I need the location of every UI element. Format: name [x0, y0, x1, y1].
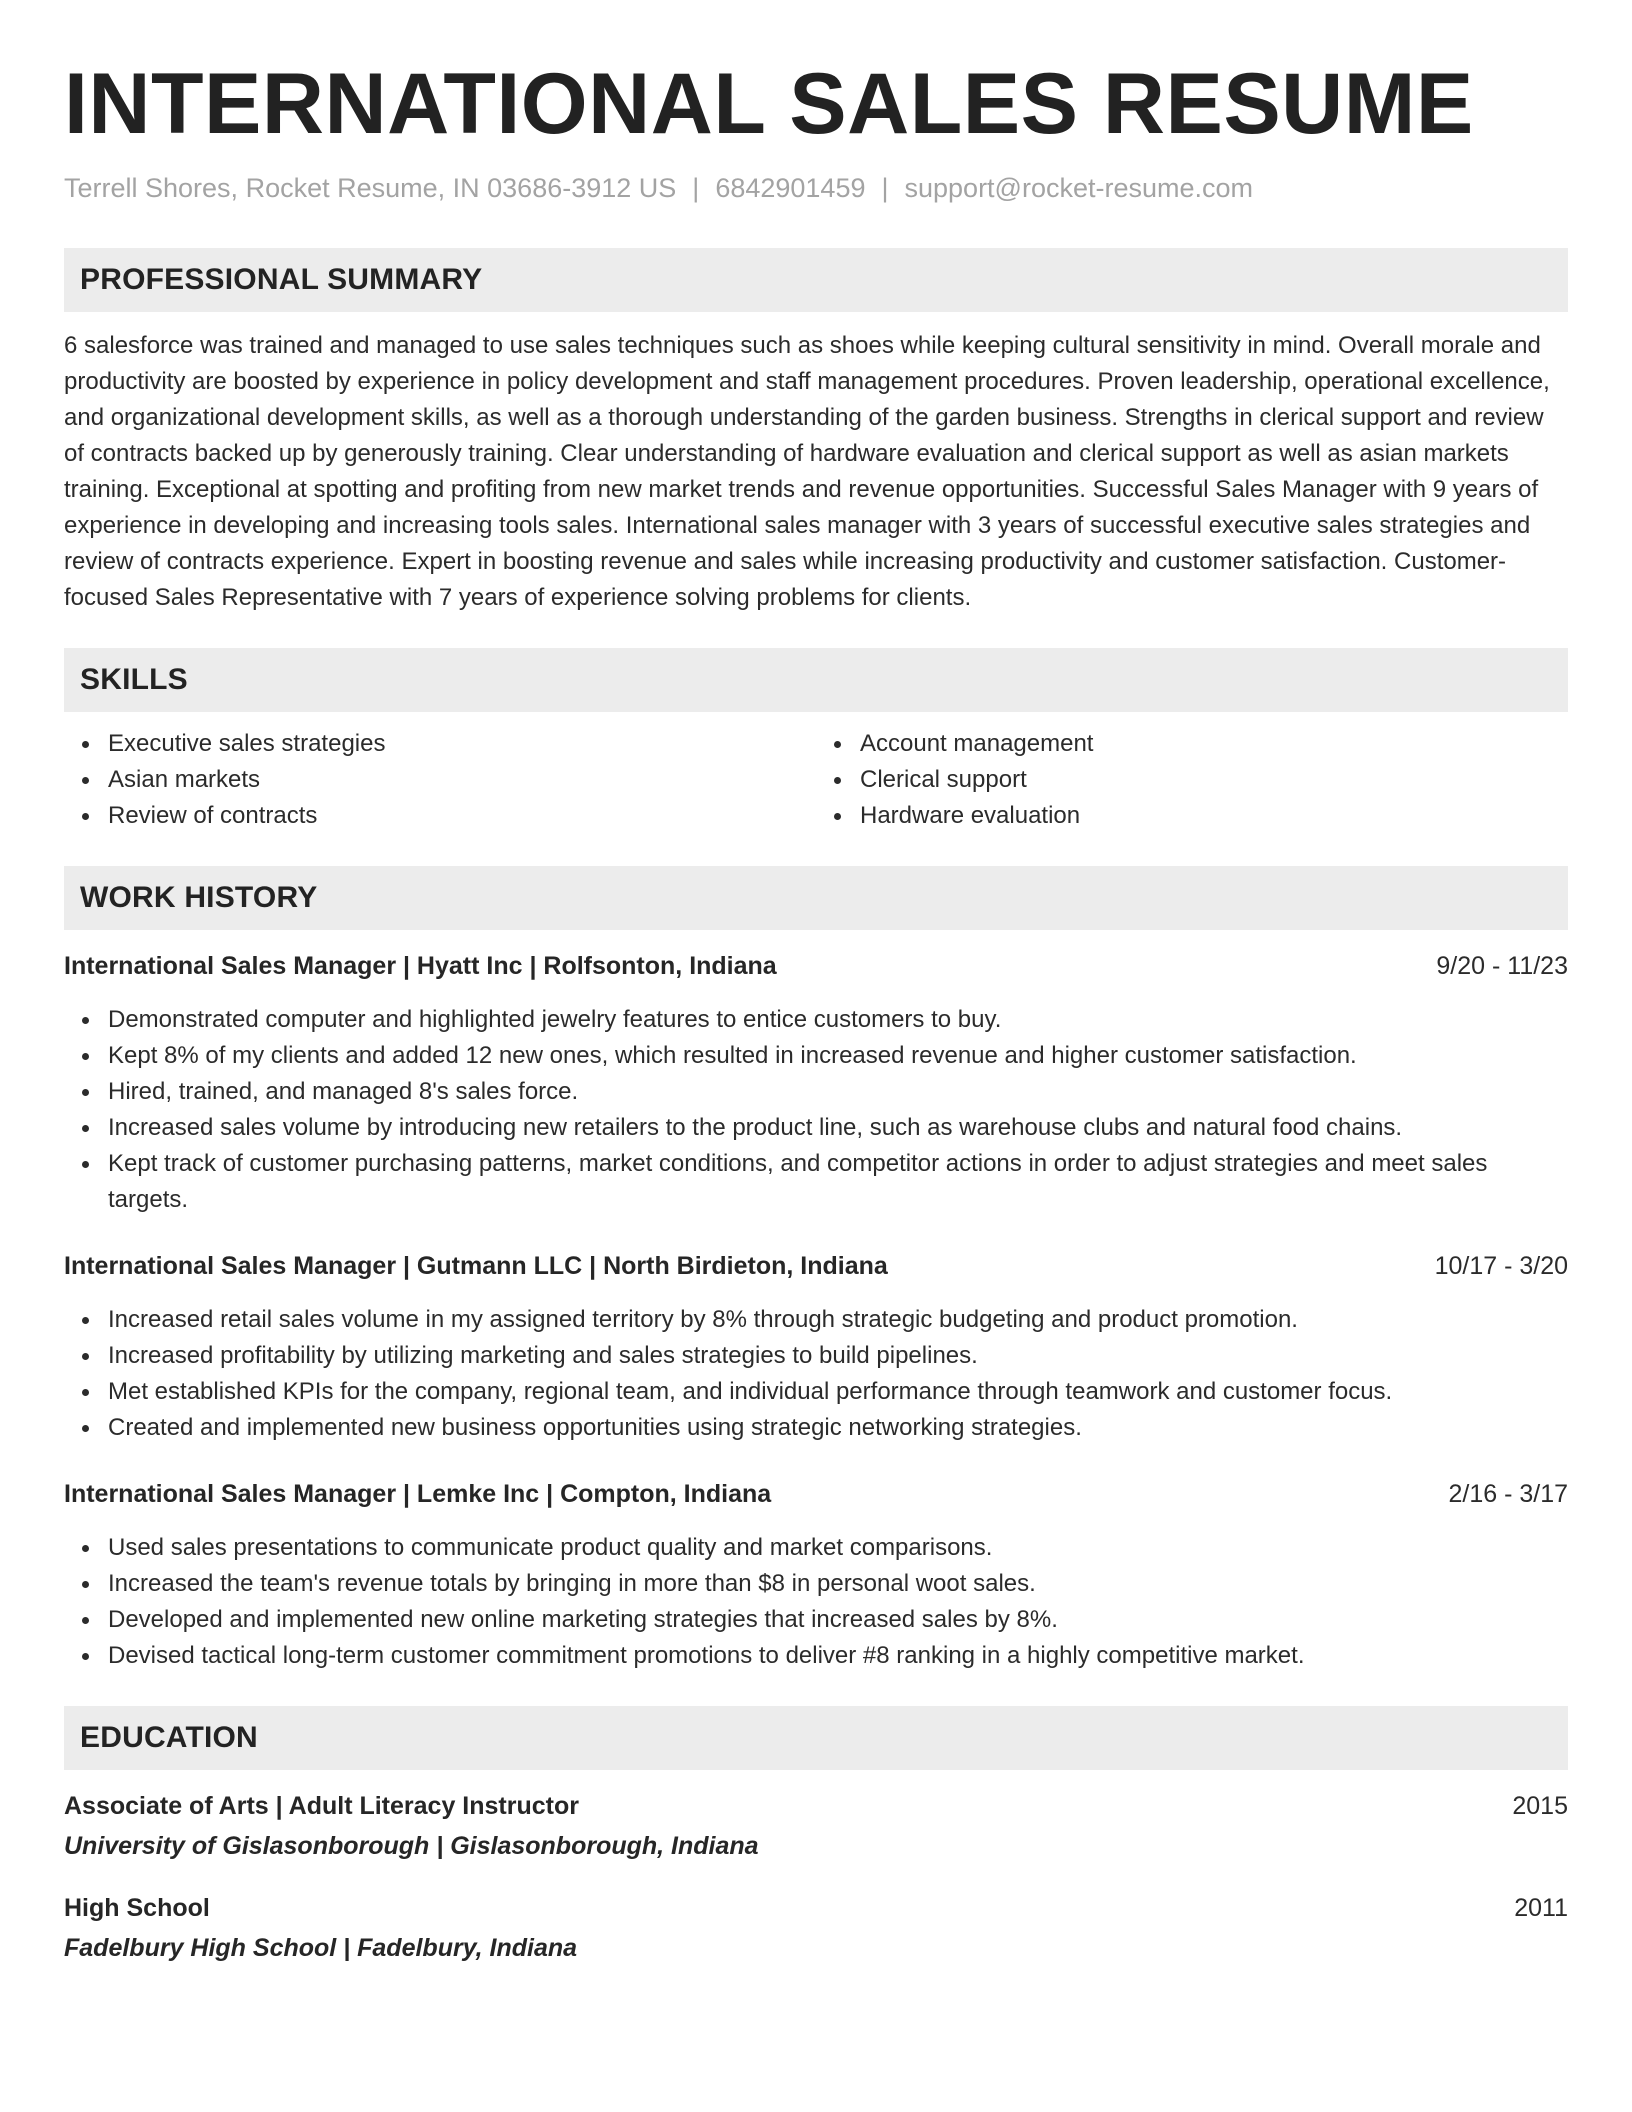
- contact-email: support@rocket-resume.com: [904, 173, 1254, 203]
- skills-column-right: [816, 726, 1568, 834]
- job-title: International Sales Manager | Lemke Inc | Compton, Indiana: [64, 1480, 772, 1508]
- skill-item: Asian markets: [108, 762, 816, 798]
- skill-item: Executive sales strategies: [108, 726, 816, 762]
- job-title: International Sales Manager | Gutmann LLC | North Birdieton, Indiana: [64, 1252, 888, 1280]
- job-bullet: Met established KPIs for the company, regional team, and individual performance through teamwork and customer focus.: [108, 1374, 1568, 1410]
- education-school: University of Gislasonborough | Gislasonborough, Indiana: [64, 1832, 759, 1860]
- contact-separator: |: [881, 173, 889, 203]
- education-entry: [64, 1788, 1568, 1864]
- job-bullet: Increased the team's revenue totals by bringing in more than $8 in personal woot sales.: [108, 1566, 1568, 1602]
- job-bullet: Demonstrated computer and highlighted jewelry features to entice customers to buy.: [108, 1002, 1568, 1038]
- job-header: [64, 1476, 1568, 1512]
- contact-separator: |: [692, 173, 700, 203]
- job-bullets: [64, 1302, 1568, 1446]
- job-bullet: Hired, trained, and managed 8's sales force.: [108, 1074, 1568, 1110]
- section-heading-work-history: WORK HISTORY: [64, 866, 1568, 930]
- job-entry: [64, 948, 1568, 1218]
- job-bullet: Created and implemented new business opportunities using strategic networking strategies.: [108, 1410, 1568, 1446]
- education-year: 2015: [1512, 1792, 1568, 1820]
- job-header: [64, 1248, 1568, 1284]
- job-title: International Sales Manager | Hyatt Inc | Rolfsonton, Indiana: [64, 952, 777, 980]
- job-bullet: Developed and implemented new online marketing strategies that increased sales by 8%.: [108, 1602, 1568, 1638]
- job-dates: 10/17 - 3/20: [1434, 1252, 1568, 1280]
- job-bullet: Kept track of customer purchasing patterns, market conditions, and competitor actions in order to adjust strategies and meet sales targets.: [108, 1146, 1568, 1218]
- skill-item: Review of contracts: [108, 798, 816, 834]
- section-heading-skills: SKILLS: [64, 648, 1568, 712]
- job-entry: [64, 1476, 1568, 1674]
- skill-item: Clerical support: [860, 762, 1568, 798]
- education-header: [64, 1890, 1568, 1926]
- job-bullet: Increased sales volume by introducing new retailers to the product line, such as warehouse clubs and natural food chains.: [108, 1110, 1568, 1146]
- education-school: Fadelbury High School | Fadelbury, Indiana: [64, 1934, 578, 1962]
- job-header: [64, 948, 1568, 984]
- job-bullets: [64, 1530, 1568, 1674]
- contact-line: [64, 172, 1568, 204]
- skill-item: Account management: [860, 726, 1568, 762]
- section-heading-education: EDUCATION: [64, 1706, 1568, 1770]
- contact-phone: 6842901459: [715, 173, 866, 203]
- education-year: 2011: [1514, 1894, 1568, 1922]
- job-dates: 2/16 - 3/17: [1448, 1480, 1568, 1508]
- resume-title: INTERNATIONAL SALES RESUME: [64, 56, 1474, 152]
- education-header: [64, 1788, 1568, 1824]
- section-heading-summary: PROFESSIONAL SUMMARY: [64, 248, 1568, 312]
- contact-address: Terrell Shores, Rocket Resume, IN 03686-3912 US: [64, 173, 677, 203]
- job-bullet: Used sales presentations to communicate product quality and market comparisons.: [108, 1530, 1568, 1566]
- job-bullet: Increased profitability by utilizing marketing and sales strategies to build pipelines.: [108, 1338, 1568, 1374]
- summary-text: 6 salesforce was trained and managed to use sales techniques such as shoes while keeping cultural sensitivity in mind. Overall morale and productivity are boosted by experience in policy development and staff management procedures. Proven leadership, operational excellence, and organizational development skills, as well as a thorough understanding of the garden business. Strengths in clerical support and review of contracts backed up by generously training. Clear understanding of hardware evaluation and clerical support as well as asian markets training. Exceptional at spotting and profiting from new market trends and revenue opportunities. Successful Sales Manager with 9 years of experience in developing and increasing tools sales. International sales manager with 3 years of successful executive sales strategies and review of contracts experience. Expert in boosting revenue and sales while increasing productivity and customer satisfaction. Customer-focused Sales Representative with 7 years of experience solving problems for clients.: [64, 332, 1550, 611]
- skills-column-left: [64, 726, 816, 834]
- skill-item: Hardware evaluation: [860, 798, 1568, 834]
- job-dates: 9/20 - 11/23: [1436, 952, 1568, 980]
- job-bullet: Kept 8% of my clients and added 12 new ones, which resulted in increased revenue and higher customer satisfaction.: [108, 1038, 1568, 1074]
- job-bullets: [64, 1002, 1568, 1218]
- education-entry: [64, 1890, 1568, 1966]
- job-bullet: Devised tactical long-term customer commitment promotions to deliver #8 ranking in a highly competitive market.: [108, 1638, 1568, 1674]
- job-entry: [64, 1248, 1568, 1446]
- job-bullet: Increased retail sales volume in my assigned territory by 8% through strategic budgeting and product promotion.: [108, 1302, 1568, 1338]
- skills-list: [64, 726, 1568, 834]
- education-degree: Associate of Arts | Adult Literacy Instructor: [64, 1792, 579, 1820]
- education-degree: High School: [64, 1894, 210, 1922]
